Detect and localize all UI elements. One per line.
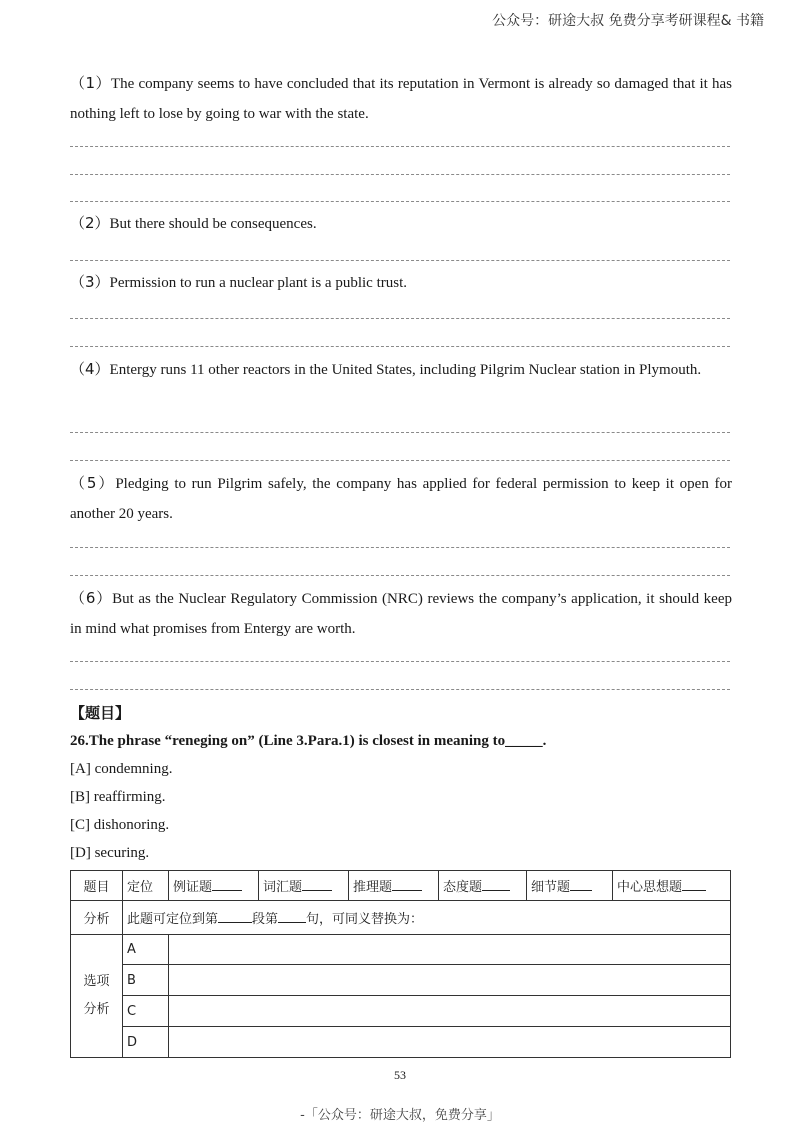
table-row xyxy=(71,871,731,901)
fill-blank[interactable] xyxy=(392,878,422,891)
option-analysis-input[interactable] xyxy=(169,935,731,965)
row-label: 分析 xyxy=(83,1002,110,1017)
answer-line xyxy=(70,460,730,461)
section-tag: 【题目】 xyxy=(70,704,131,722)
table-row xyxy=(71,1027,731,1058)
fill-blank[interactable] xyxy=(278,910,306,923)
sentence-text: The company seems to have concluded that its reputation in Vermont is already so damaged that it has nothing left to lose by going to war with the state. xyxy=(70,76,732,122)
answer-line xyxy=(70,432,730,433)
fill-blank[interactable] xyxy=(212,878,242,891)
option-analysis-input[interactable] xyxy=(169,996,731,1027)
type-cell xyxy=(349,871,439,901)
type-cell xyxy=(527,871,613,901)
sentence-number: （2） xyxy=(70,214,110,232)
type-label: 态度题 xyxy=(443,880,483,895)
option-letter: C xyxy=(123,996,169,1027)
type-cell xyxy=(259,871,349,901)
type-label: 细节题 xyxy=(531,880,571,895)
option-a xyxy=(70,761,172,778)
option-letter: B xyxy=(123,965,169,996)
fill-blank[interactable] xyxy=(682,878,706,891)
table-row xyxy=(71,935,731,965)
question-title xyxy=(70,733,546,750)
option-letter: D xyxy=(123,1027,169,1058)
sentence-6 xyxy=(70,583,732,644)
type-label: 中心思想题 xyxy=(617,880,683,895)
sentence-text: Permission to run a nuclear plant is a public trust. xyxy=(109,275,407,291)
option-label: [C] xyxy=(70,817,90,833)
sentence-number: （4） xyxy=(70,360,110,378)
answer-line xyxy=(70,318,730,319)
option-text: condemning. xyxy=(94,761,173,777)
question-end: . xyxy=(542,733,547,749)
sentence-text: Pledging to run Pilgrim safely, the company has applied for federal permission to keep it open for another 20 years. xyxy=(70,476,733,522)
sentence-2 xyxy=(70,208,732,239)
sentence-number: （3） xyxy=(70,273,110,291)
row-label: 分析 xyxy=(71,901,123,935)
page-footer: -「公众号：研途大叔，免费分享」 xyxy=(300,1108,500,1123)
option-d xyxy=(70,845,149,862)
fill-blank[interactable] xyxy=(570,878,592,891)
table-row xyxy=(71,965,731,996)
type-cell xyxy=(613,871,731,901)
answer-line xyxy=(70,346,730,347)
sentence-text: But as the Nuclear Regulatory Commission (NRC) reviews the company’s application, it should keep in mind what promises from Entergy are worth. xyxy=(70,591,732,637)
page-number: 53 xyxy=(394,1068,406,1082)
sentence-4 xyxy=(70,354,732,385)
locate-text: 句，可同义替换为： xyxy=(306,912,424,927)
analysis-table xyxy=(70,870,731,1058)
fill-blank[interactable] xyxy=(218,910,252,923)
answer-line xyxy=(70,174,730,175)
answer-line xyxy=(70,547,730,548)
locate-text-cell xyxy=(123,901,731,935)
sentence-number: （6） xyxy=(70,589,113,607)
table-row xyxy=(71,996,731,1027)
option-text: securing. xyxy=(94,845,150,861)
option-text: dishonoring. xyxy=(93,817,170,833)
option-text: reaffirming. xyxy=(93,789,166,805)
option-analysis-input[interactable] xyxy=(169,1027,731,1058)
locate-text: 此题可定位到第 xyxy=(127,912,219,927)
fill-blank[interactable] xyxy=(482,878,510,891)
type-label: 推理题 xyxy=(353,880,393,895)
type-cell xyxy=(169,871,259,901)
page-header: 公众号：研途大叔 免费分享考研课程& 书籍 xyxy=(492,13,764,29)
locate-text: 段第 xyxy=(252,912,279,927)
row-label: 题目 xyxy=(71,871,123,901)
option-label: [A] xyxy=(70,761,91,777)
sentence-number: （5） xyxy=(70,474,116,492)
option-analysis-label xyxy=(71,935,123,1058)
option-analysis-input[interactable] xyxy=(169,965,731,996)
type-label: 例证题 xyxy=(173,880,213,895)
question-blank: _____ xyxy=(505,733,543,749)
answer-line xyxy=(70,201,730,202)
answer-line xyxy=(70,689,730,690)
sentence-number: （1） xyxy=(70,74,111,92)
answer-line xyxy=(70,146,730,147)
table-row xyxy=(71,901,731,935)
type-label: 词汇题 xyxy=(263,880,303,895)
sentence-1 xyxy=(70,68,732,129)
option-letter: A xyxy=(123,935,169,965)
option-label: [D] xyxy=(70,845,91,861)
sentence-5 xyxy=(70,468,732,529)
sentence-3 xyxy=(70,267,732,298)
option-label: [B] xyxy=(70,789,90,805)
answer-line xyxy=(70,661,730,662)
answer-line xyxy=(70,260,730,261)
option-b xyxy=(70,789,166,806)
sentence-text: But there should be consequences. xyxy=(109,216,317,232)
locate-cell: 定位 xyxy=(123,871,169,901)
fill-blank[interactable] xyxy=(302,878,332,891)
sentence-text: Entergy runs 11 other reactors in the United States, including Pilgrim Nuclear station in Plymouth. xyxy=(109,362,702,378)
type-cell xyxy=(439,871,527,901)
answer-line xyxy=(70,575,730,576)
row-label: 选项 xyxy=(83,974,110,989)
option-c xyxy=(70,817,169,834)
question-text: 26.The phrase “reneging on” (Line 3.Para.1) is closest in meaning to xyxy=(70,733,506,749)
